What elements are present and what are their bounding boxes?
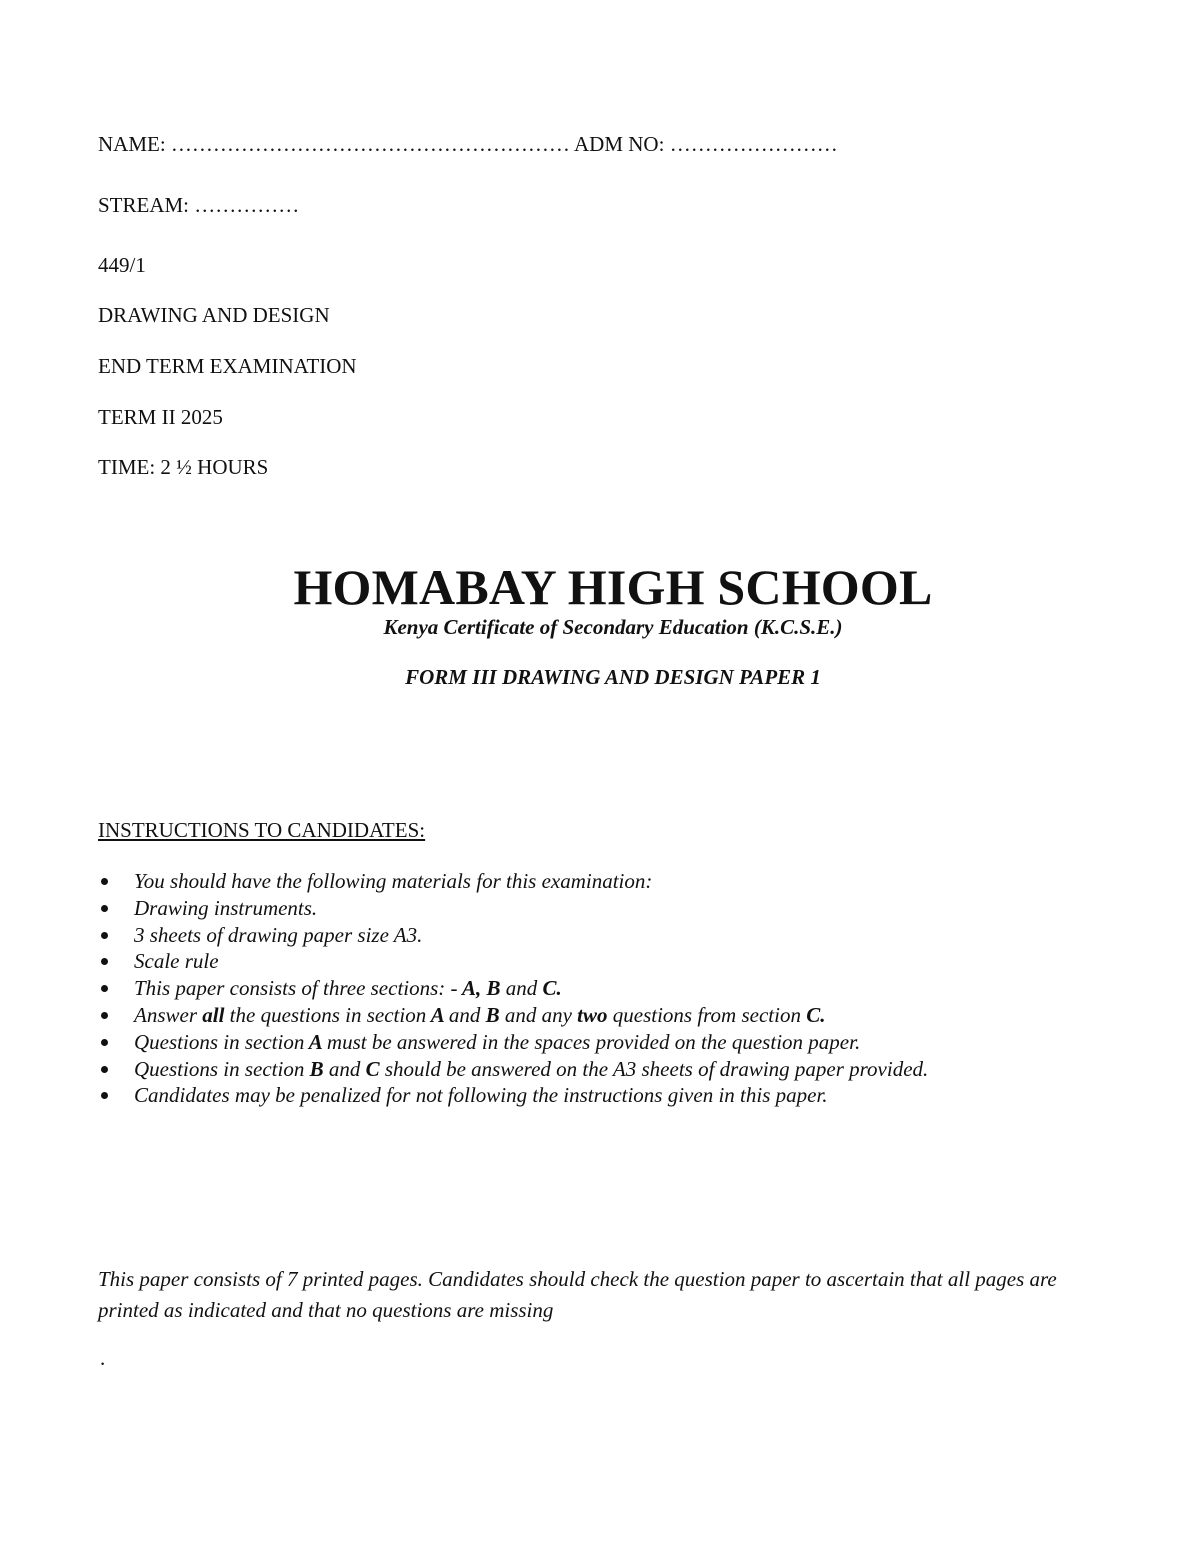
instruction-item [98,975,928,1002]
bullet-icon [101,932,108,939]
bullet-icon [101,1039,108,1046]
bullet-icon [101,878,108,885]
instruction-text: Candidates may be penalized for not following the instructions given in this paper. [134,1083,828,1108]
instruction-text: Drawing instruments. [134,895,318,920]
school-name: HOMABAY HIGH SCHOOL [293,559,933,615]
paper-code: 449/1 [98,253,146,277]
bullet-icon [101,985,108,992]
subject-name: DRAWING AND DESIGN [98,303,330,327]
instruction-text: Scale rule [134,949,219,974]
stream-label: STREAM: [98,193,190,217]
adm-no-label: ADM NO: [574,132,665,156]
time-allowed: TIME: 2 ½ HOURS [98,455,269,479]
bullet-icon [101,1012,108,1019]
instruction-text: 3 sheets of drawing paper size A3. [134,922,423,947]
instruction-text: Questions in section B and C should be answered on the A3 sheets of drawing paper provided. [134,1056,929,1081]
instruction-item [98,868,928,895]
name-label: NAME: [98,132,166,156]
certificate-subtitle: Kenya Certificate of Secondary Education (K.C.S.E.) [383,615,843,639]
term-label: TERM II 2025 [98,405,223,429]
bullet-icon [101,1092,108,1099]
instruction-text: Answer all the questions in section A and B and any two questions from section C. [134,1002,826,1027]
instruction-text: You should have the following materials for this examination: [134,869,653,893]
trailing-mark: . [100,1346,106,1370]
instruction-item [98,922,928,949]
instruction-text: This paper consists of three sections: - A, B and C. [134,976,562,1001]
name-blank: ………………………………………………… [170,132,570,156]
instruction-item [98,1056,928,1083]
instruction-item [98,895,928,922]
paper-title: FORM III DRAWING AND DESIGN PAPER 1 [405,665,821,689]
name-row [98,132,838,157]
bullet-icon [101,1066,108,1073]
bullet-icon [101,958,108,965]
instruction-item [98,1029,928,1056]
instruction-item [98,948,928,975]
instructions-heading: INSTRUCTIONS TO CANDIDATES: [98,818,426,842]
instructions-list [98,868,928,1109]
instruction-text: Questions in section A must be answered in the spaces provided on the question paper. [134,1029,861,1054]
instruction-item [98,1082,928,1109]
stream-blank: …………… [194,193,300,217]
exam-type: END TERM EXAMINATION [98,354,357,378]
instruction-item [98,1002,928,1029]
bullet-icon [101,905,108,912]
page-count-note: This paper consists of 7 printed pages. Candidates should check the question paper to ascertain that all pages are printed as indicated and that no questions are missing [98,1267,1057,1322]
stream-row [98,193,299,218]
adm-no-blank: …………………… [669,132,838,156]
